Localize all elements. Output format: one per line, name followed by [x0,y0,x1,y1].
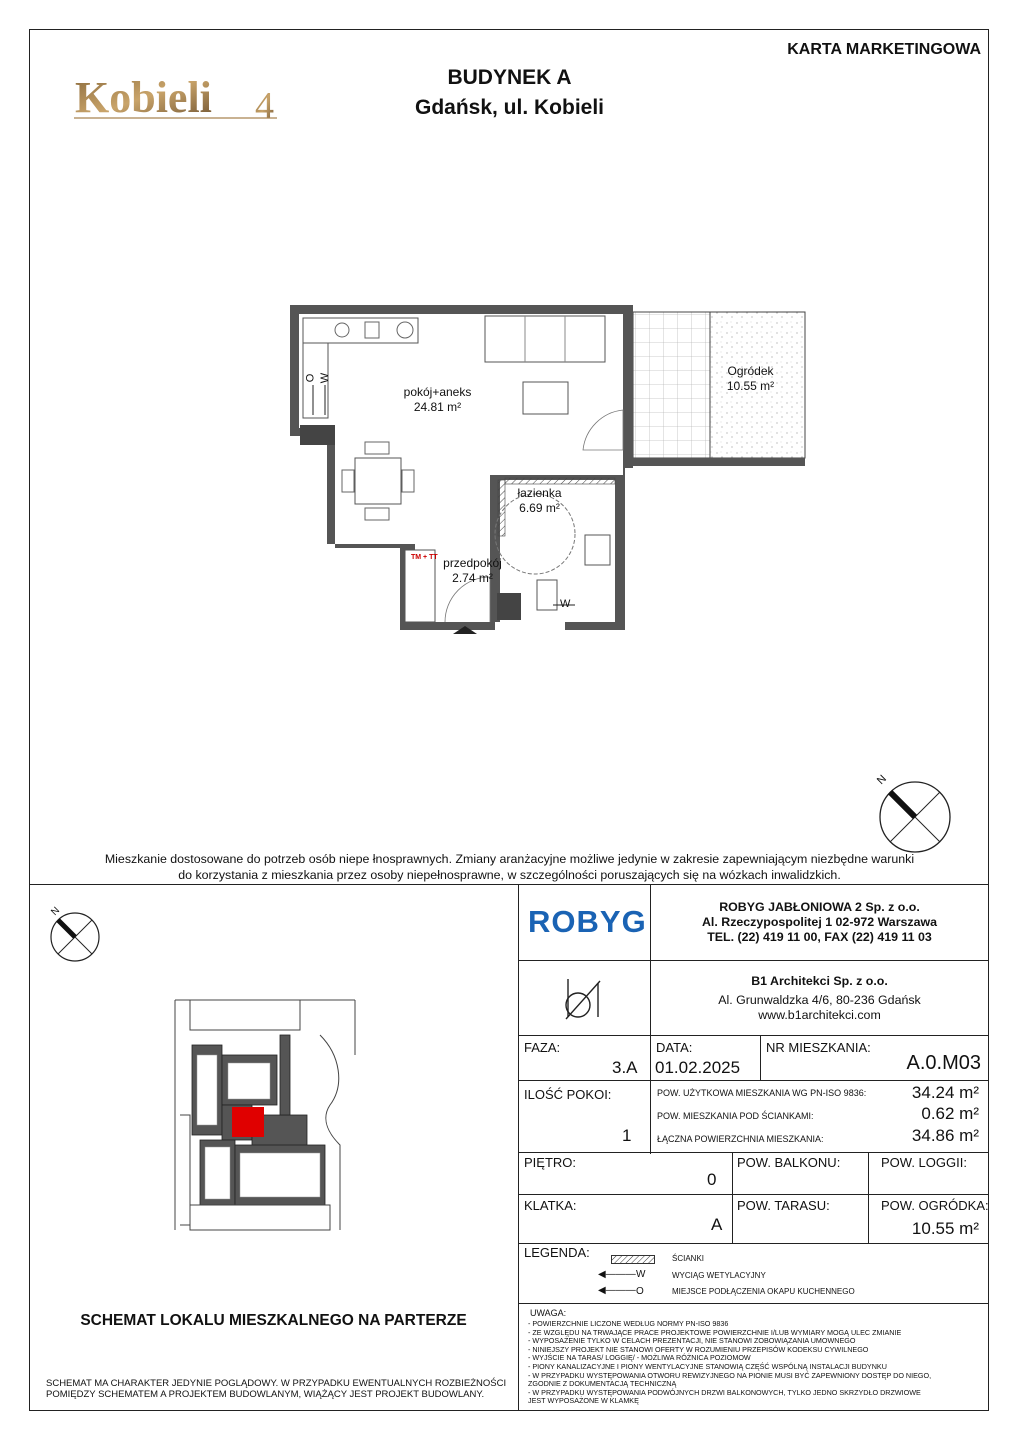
ogrodek-label: POW. OGRÓDKA: [881,1198,989,1213]
vent-arrow-icon: ◀——— [598,1269,636,1280]
svg-text:4: 4 [255,85,274,125]
klatka-label: KLATKA: [524,1198,577,1213]
legend-item-walls: ŚCIANKI [672,1254,705,1263]
svg-text:Kobieli: Kobieli [75,73,212,122]
schema-disclaimer: SCHEMAT MA CHARAKTER JEDYNIE POGLĄDOWY. W PRZYPADKU EWENTUALNYCH ROZBIEŻNOŚCI POMIĘDZY SCHEMATEM A PROJEKTEM BUDOWLANYM, WIĄŻĄCY JEST PROJEKT BUDOWLANY. [46,1378,507,1400]
divider [29,884,989,885]
vent-w-label: W [319,372,332,384]
compass-n-label: N [49,905,63,918]
robyg-logo: ROBYG [528,904,647,939]
vent-w-bath-label: W [560,598,571,610]
note-item: - ZE WZGLĘDU NA TRWAJĄCE PRACE PROJEKTOWE POWIERZCHNIE I/LUB WYMIARY MOGĄ ULEC ZMIANIE [528,1327,902,1337]
pow-laczna-label: ŁĄCZNA POWIERZCHNIA MIESZKANIA: [657,1134,824,1144]
note-item: - WYJŚCIE NA TARAS/ LOGGIĘ/ - MOŻLIWA RÓŻNICA POZIOMOW [528,1353,751,1363]
b1-logo-icon [560,975,605,1025]
schema-title: SCHEMAT LOKALU MIESZKALNEGO NA PARTERZE [80,1312,467,1329]
notes-list [528,1320,931,1406]
legend-o: O [636,1286,644,1297]
pow-laczna-value: 34.86 m² [911,1126,979,1145]
faza-label: FAZA: [524,1040,561,1055]
data-value: 01.02.2025 [655,1058,741,1077]
nr-value: A.0.M03 [906,1052,981,1074]
tm-tt-tag: TM + TT [411,554,438,561]
note-item: ZGODNIE Z DOKUMENTACJĄ TECHNICZNĄ [528,1379,677,1389]
developer-info: ROBYG JABŁONIOWA 2 Sp. z o.o. Al. Rzeczypospolitej 1 02-972 Warszawa TEL. (22) 419 11 00, FAX (22) 419 11 03 [701,900,938,944]
note-item: JEST WYPOSAŻONE W KLAMKĘ [528,1396,639,1406]
note-item: - WYPOSAŻENIE TYLKO W CELACH PREZENTACJI, NIE STANOWI ZOBOWIĄZANIA UMOWNEGO [528,1336,856,1346]
legend-w: W [636,1269,646,1280]
hood-o-label: O [304,373,317,383]
pietro-label: PIĘTRO: [524,1155,577,1170]
pokoje-label: ILOŚĆ POKOI: [524,1087,612,1102]
architect-info: B1 Architekci Sp. z o.o. Al. Grunwaldzka 4/6, 80-236 Gdańsk www.b1architekci.com [718,974,921,1022]
site-plan [170,995,365,1235]
nr-label: NR MIESZKANIA: [766,1040,871,1055]
accessibility-note: Mieszkanie dostosowane do potrzeb osób niepe łnosprawnych. Zmiany aranżacyjne możliwe jedynie w zakresie zapewniającym niezbędne warunki do korzystania z mieszkania przez osoby niepełnosprawne, w szczególności poruszających się na wózkach inwalidzkich. [104,852,915,882]
compass-n-label: N [874,772,890,788]
taras-label: POW. TARASU: [737,1198,830,1213]
pow-scianki-label: POW. MIESZKANIA POD ŚCIANKAMI: [657,1111,814,1121]
card-type: KARTA MARKETINGOWA [787,41,981,58]
klatka-value: A [711,1215,723,1234]
balkon-label: POW. BALKONU: [737,1155,841,1170]
legend-item-hood: MIEJSCE PODŁĄCZENIA OKAPU KUCHENNEGO [672,1287,855,1296]
room-label-bathroom: łazienka 6.69 m² [517,486,562,515]
legend-title: LEGENDA: [524,1245,590,1260]
pow-uzytkowa-value: 34.24 m² [911,1083,979,1102]
ogrodek-value: 10.55 m² [911,1219,979,1238]
pietro-value: 0 [707,1170,717,1189]
note-item: - W PRZYPADKU WYSTĘPOWANIA OTWORU REWIZYJNEGO NA PIONIE MUSI BYĆ ZAPEWNIONY DOSTĘP DO NIEGO, [528,1370,932,1380]
hood-arrow-icon: ◀——— [598,1285,636,1296]
notes-title: UWAGA: [530,1308,567,1318]
room-label-hall: przedpokój 2.74 m² [443,556,502,585]
note-item: - POWIERZCHNIE LICZONE WEDŁUG NORMY PN-ISO 9836 [528,1319,729,1328]
loggia-label: POW. LOGGII: [881,1155,967,1170]
room-label-living: pokój+aneks 24.81 m² [403,385,472,414]
pokoje-value: 1 [622,1126,632,1145]
divider [518,884,519,1411]
room-label-garden: Ogródek 10.55 m² [726,364,775,393]
data-label: DATA: [656,1040,693,1055]
note-item: - NINIEJSZY PROJEKT NIE STANOWI OFERTY W ROZUMIENIU PRZEPISÓW KODEKSU CYWILNEGO [528,1344,869,1354]
note-item: - W PRZYPADKU WYSTĘPOWANIA PODWÓJNYCH DRZWI BALKONOWYCH, TYLKO JEDNO SKRZYDŁO DRZWIOWE [528,1387,921,1397]
floor-plan [285,300,815,645]
building-name: BUDYNEK A [447,66,572,89]
legend-item-vent: WYCIĄG WETYLACYJNY [672,1271,766,1280]
faza-value: 3.A [612,1058,638,1077]
wall-hatch-icon [611,1251,655,1260]
building-address: Gdańsk, ul. Kobieli [414,96,605,119]
note-item: - PIONY KANALIZACYJNE I PIONY WENTYLACYJNE STANOWIĄ CZĘŚĆ WSPÓLNĄ INSTALACJI BUDYNKU [528,1361,887,1371]
pow-uzytkowa-label: POW. UŻYTKOWA MIESZKANIA WG PN-ISO 9836: [657,1088,867,1098]
pow-scianki-value: 0.62 m² [921,1104,979,1123]
